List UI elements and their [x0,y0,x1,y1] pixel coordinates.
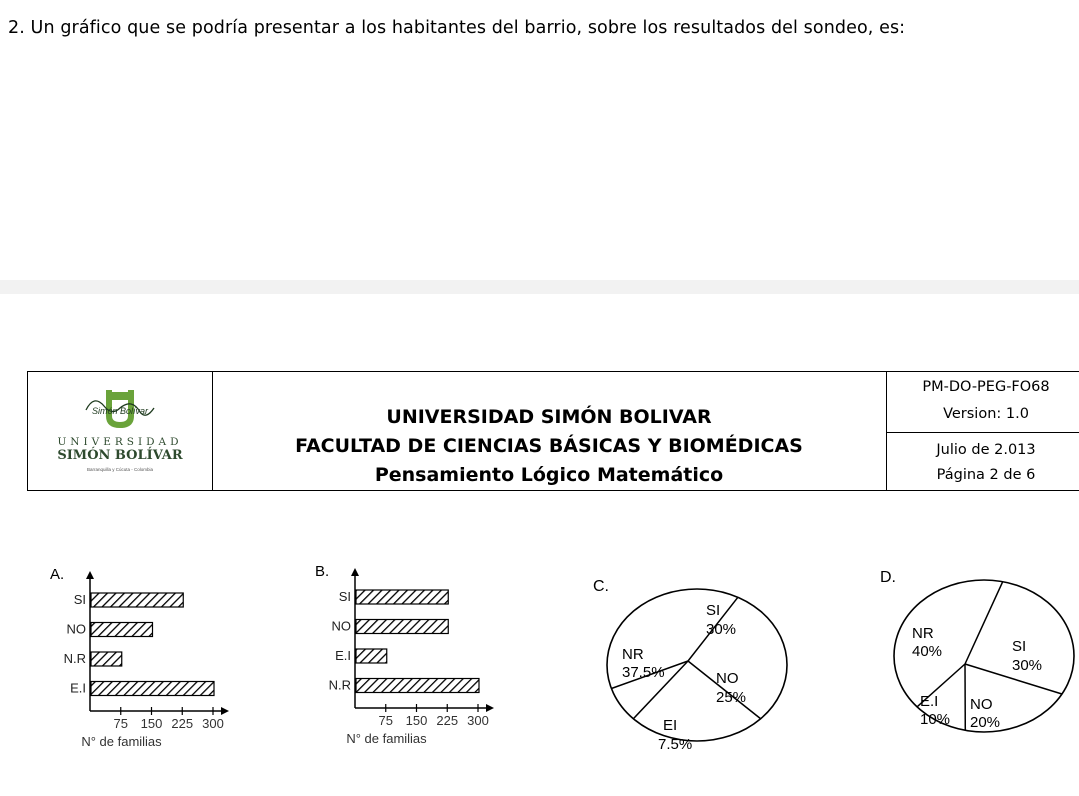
doc-date: Julio de 2.013 [936,442,1036,458]
chart-c-slice-value: 37.5% [622,664,665,681]
chart-a-category-label: SI [73,592,86,607]
chart-b [315,563,494,746]
doc-page: Página 2 de 6 [936,467,1036,483]
chart-d-slice-name: SI [1012,638,1027,655]
meta-top [886,372,1079,433]
chart-b-x-tick-label: 150 [405,713,428,728]
chart-a-x-axis-title: N° de familias [81,734,162,749]
logo-text-simon-bolivar: SIMÓN BOLÍVAR [57,448,183,463]
chart-c-slice-name: NR [622,646,644,663]
chart-b-label: B. [315,563,330,580]
chart-d-label: D. [880,569,896,586]
chart-a-bar [91,682,214,696]
chart-b-y-arrow [351,568,359,576]
chart-b-category-label: NO [331,618,351,634]
doc-code: PM-DO-PEG-FO68 [922,379,1050,395]
page-break-band [0,280,1079,294]
title-cell [212,372,887,490]
chart-d-slice-name: NO [970,696,993,713]
chart-a-bar [91,623,153,637]
chart-b-category-label: SI [338,589,351,604]
logo-script-text: Simón Bolívar [91,406,149,416]
chart-c-label: C. [593,578,609,595]
chart-a-bar [91,593,183,607]
chart-b-bar [356,590,448,604]
chart-c-slice-name: SI [706,602,721,619]
chart-c-slice-name: EI [663,717,678,734]
logo-text-universidad: UNIVERSIDAD [57,436,183,448]
chart-a-category-label: NO [66,621,86,637]
chart-b-category-label: E.I [335,648,351,663]
chart-a-bar [91,652,122,666]
chart-b-x-tick-label: 300 [467,713,489,728]
chart-b-bar [356,679,479,693]
chart-d-slice-value: 10% [920,711,951,728]
chart-d-slice-name: E.I [920,693,939,710]
question-text: 2. Un gráfico que se podría presentar a los habitantes del barrio, sobre los resultados del sondeo, es: [8,18,906,38]
chart-c-slice-value: 25% [716,689,747,706]
chart-c-slice-value: 30% [706,621,737,638]
chart-c-slice-value: 7.5% [658,736,693,753]
chart-b-x-tick-label: 75 [378,713,393,728]
faculty-title: FACULTAD DE CIENCIAS BÁSICAS Y BIOMÉDICAS [295,435,803,457]
chart-a-x-tick-label: 225 [171,716,194,731]
meta-cell [886,372,1079,490]
chart-d-slice-value: 40% [912,643,943,660]
chart-a-category-label: E.I [70,680,86,696]
chart-b-category-label: N.R [328,677,351,693]
chart-a-x-tick-label: 75 [113,716,128,731]
chart-d-slice-value: 30% [1012,657,1043,674]
course-title: Pensamiento Lógico Matemático [374,464,724,486]
chart-d-slice-value: 20% [970,714,1001,731]
doc-version: Version: 1.0 [943,406,1029,422]
chart-a-x-arrow [221,707,229,715]
chart-b-x-arrow [486,704,494,712]
chart-b-x-tick-label: 225 [436,713,459,728]
logo-cell [28,372,213,490]
chart-d-slice-name: NR [912,625,934,642]
chart-b-bar [356,620,448,634]
chart-c [593,578,787,753]
chart-d [880,569,1074,732]
chart-a-x-tick-label: 300 [202,716,224,731]
university-logo-icon [28,372,212,438]
chart-a-category-label: N.R [63,651,86,666]
chart-a-x-tick-label: 150 [140,716,163,731]
chart-b-x-axis-title: N° de familias [346,731,427,746]
chart-b-bar [356,649,387,663]
university-title: UNIVERSIDAD SIMÓN BOLIVAR [386,406,712,428]
document-header [27,371,1079,491]
chart-a-label: A. [50,566,65,583]
chart-a-y-arrow [86,571,94,579]
chart-c-slice-name: NO [716,670,739,687]
answer-charts [0,496,1079,796]
chart-a [50,566,229,749]
logo-text-location: Barranquilla y Cúcuta - Colombia [86,467,154,472]
